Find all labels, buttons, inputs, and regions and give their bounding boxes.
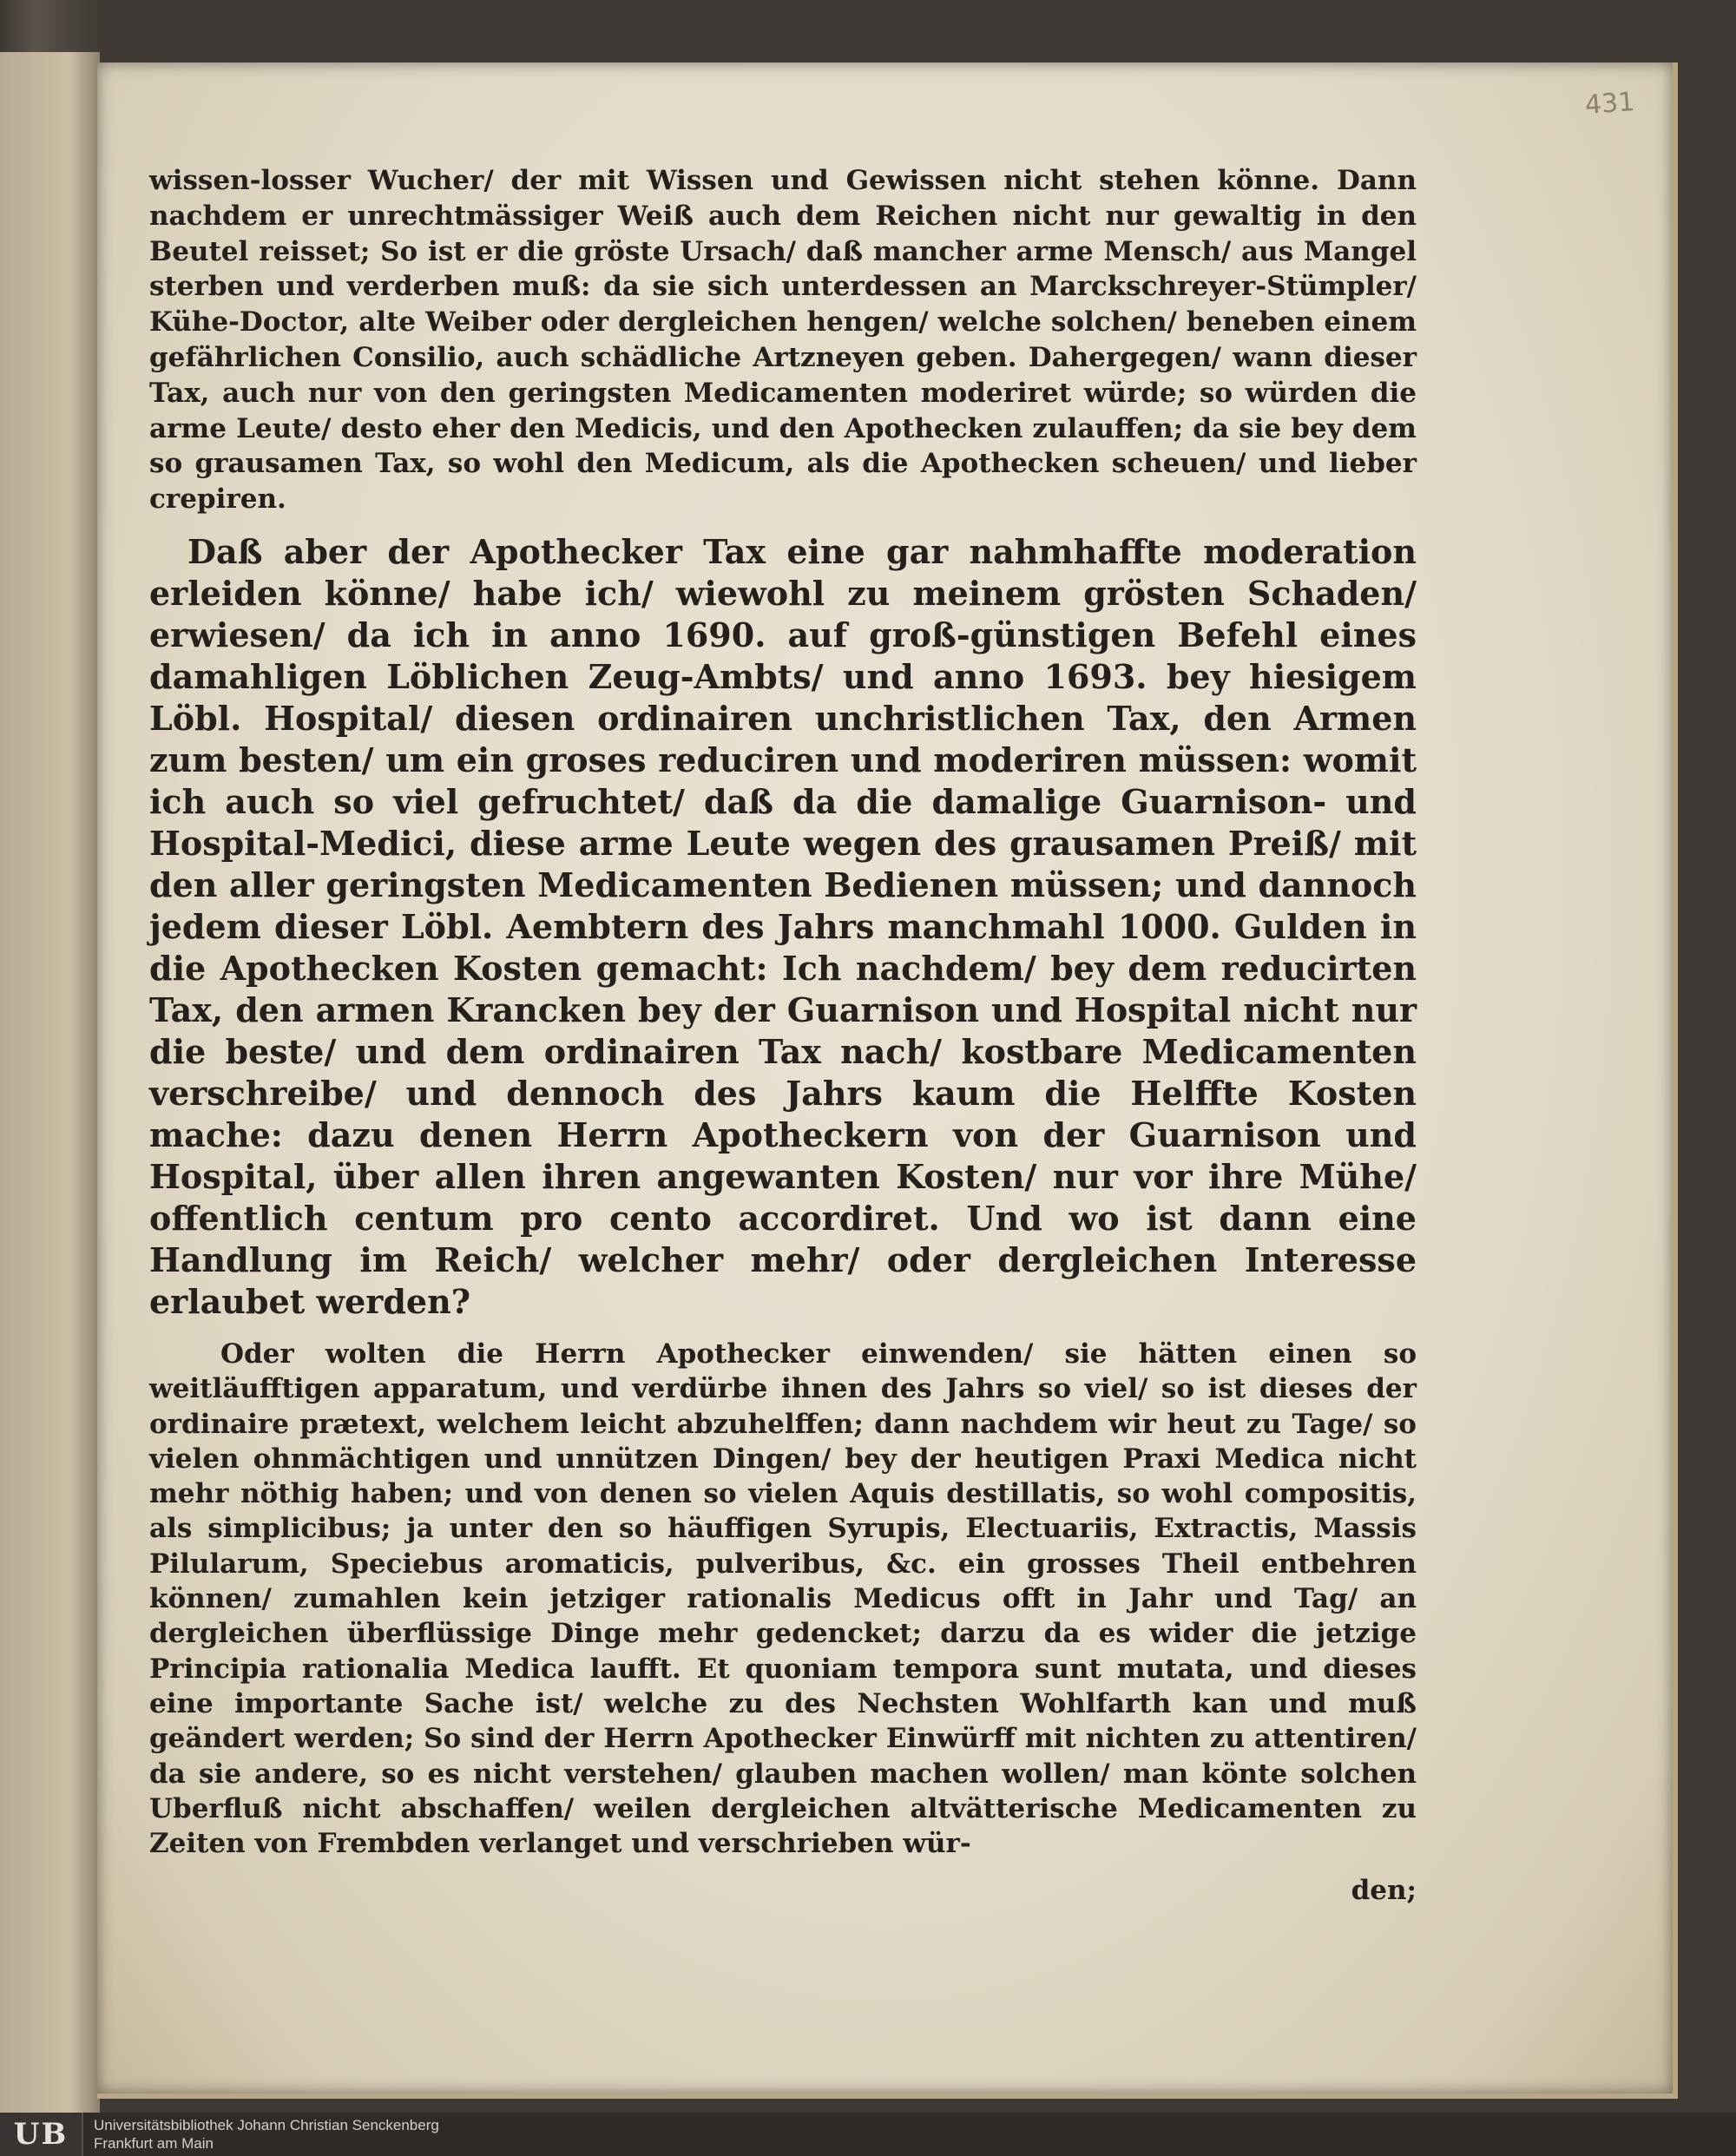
logo-text: UB <box>13 2117 69 2152</box>
paragraph-1: wissen-losser Wucher/ der mit Wissen und Gewissen nicht stehen könne. Dann nachdem er unrechtmässiger Weiß auch dem Reichen nicht nur gewaltig in den Beutel reisset; So ist er die gröste Ursach/ daß mancher arme Mensch/ aus Mangel sterben und verderben muß: da sie sich unterdessen an Marckschreyer-Stümpler/ Kühe-Doctor, alte Weiber oder dergleichen hengen/ welche solchen/ beneben einem gefährlichen Consilio, auch schädliche Artzneyen geben. Dahergegen/ wann dieser Tax, auch nur von den geringsten Medicamenten moderiret würde; so würden die arme Leute/ desto eher den Medicis, und den Apothecken zulauffen; da sie bey dem so grausamen Tax, so wohl den Medicum, als die Apothecken scheuen/ und lieber crepiren. <box>149 165 1417 516</box>
library-logo <box>0 2113 83 2156</box>
page-text <box>149 163 1417 1906</box>
paragraph-3: Oder wolten die Herrn Apothecker einwenden/ sie hätten einen so weitläufftigen apparatum, und verdürbe ihnen des Jahrs so viel/ so ist dieses der ordinaire prætext, welchem leicht abzuhelffen; dann nachdem wir heut zu Tage/ so vielen ohnmächtigen und unnützen Dingen/ bey der heutigen Praxi Medica nicht mehr nöthig haben; und von denen so vielen Aquis destillatis, so wohl compositis, als simplicibus; ja unter den so häuffigen Syrupis, Electuariis, Extractis, Massis Pilularum, Speciebus aromaticis, pulveribus, &c. ein grosses Theil entbehren können/ zumahlen kein jetziger rationalis Medicus offt in Jahr und Tag/ an dergleichen überflüssige Dinge mehr gedencket; darzu da es wider die jetzige Principia rationalia Medica laufft. Et quoniam tempora sunt mutata, und dieses eine importante Sache ist/ welche zu des Nechsten Wohlfarth kan und muß geändert werden; So sind der Herrn Apothecker Einwürff mit nichten zu attentiren/ da sie andere, so es nicht verstehen/ glauben machen wollen/ man könte solchen Uberfluß nicht abschaffen/ weilen dergleichen altvätterische Medicamenten zu Zeiten von Frembden verlanget und verschrieben wür- <box>149 1338 1417 1860</box>
library-name-line1: Universitätsbibliothek Johann Christian Senckenberg <box>94 2117 439 2133</box>
facing-page-edge <box>0 52 100 2113</box>
paragraph-2: Daß aber der Apothecker Tax eine gar nahmhaffte moderation erleiden könne/ habe ich/ wiewohl zu meinem grösten Schaden/ erwiesen/ da ich in anno 1690. auf groß-günstigen Befehl eines damahligen Löblichen Zeug-Ambts/ und anno 1693. bey hiesigem Löbl. Hospital/ diesen ordinairen unchristlichen Tax, den Armen zum besten/ um ein groses reduciren und moderiren müssen: womit ich auch so viel gefruchtet/ daß da die damalige Guarnison- und Hospital-Medici, diese arme Leute wegen des grausamen Preiß/ mit den aller geringsten Medicamenten Bedienen müssen; und dannoch jedem dieser Löbl. Aembtern des Jahrs manchmahl 1000. Gulden in die Apothecken Kosten gemacht: Ich nachdem/ bey dem reducirten Tax, den armen Krancken bey der Guarnison und Hospital nicht nur die beste/ und dem ordinairen Tax nach/ kostbare Medicamenten verschreibe/ und dennoch des Jahrs kaum die Helffte Kosten mache: dazu denen Herrn Apotheckern von der Guarnison und Hospital, über allen ihren angewanten Kosten/ nur vor ihre Mühe/ offentlich centum pro cento accordiret. Und wo ist dann eine Handlung im Reich/ welcher mehr/ oder dergleichen Interesse erlaubet werden? <box>149 531 1417 1321</box>
library-name-line2: Frankfurt am Main <box>94 2135 214 2152</box>
catchword: den; <box>1351 1875 1417 1907</box>
folio-number: 431 <box>1583 87 1636 121</box>
library-footer <box>0 2113 1736 2156</box>
library-name <box>94 2116 439 2153</box>
